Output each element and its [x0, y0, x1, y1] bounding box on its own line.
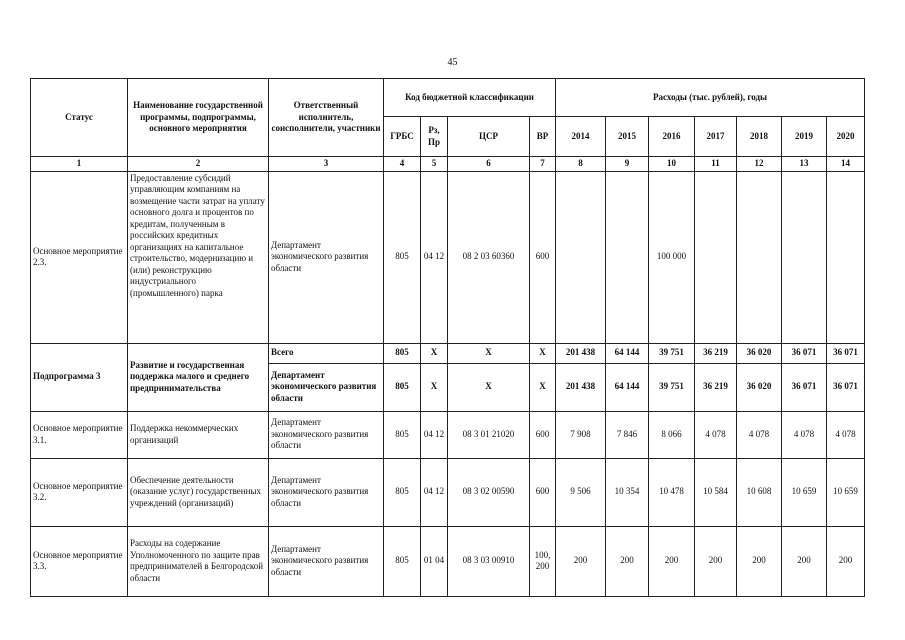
header-year: 2016 — [649, 117, 695, 157]
row-csr: Х — [448, 363, 530, 411]
row-grbs: 805 — [384, 171, 421, 343]
row-value — [606, 171, 649, 343]
column-number: 12 — [737, 157, 782, 172]
row-value: 200 — [606, 526, 649, 596]
row-value: 4 078 — [737, 411, 782, 458]
row-responsible: Департамент экономического развития области — [269, 411, 384, 458]
row-grbs: 805 — [384, 411, 421, 458]
row-name: Развитие и государственная поддержка малого и среднего предпринимательства — [128, 343, 269, 411]
header-year: 2018 — [737, 117, 782, 157]
row-value: 4 078 — [827, 411, 865, 458]
header-rzpr: Рз, Пр — [421, 117, 448, 157]
column-number: 2 — [128, 157, 269, 172]
row-status: Основное мероприятие 3.3. — [31, 526, 128, 596]
row-value — [695, 171, 737, 343]
row-rzpr: Х — [421, 343, 448, 363]
column-number: 4 — [384, 157, 421, 172]
row-name: Обеспечение деятельности (оказание услуг) государственных учреждений (организаций) — [128, 458, 269, 526]
row-value — [556, 171, 606, 343]
row-status: Подпрограмма 3 — [31, 343, 128, 411]
table-row — [31, 526, 865, 596]
header-year: 2017 — [695, 117, 737, 157]
row-value: 7 846 — [606, 411, 649, 458]
row-rzpr: 04 12 — [421, 411, 448, 458]
row-value: 36 071 — [782, 343, 827, 363]
header-csr: ЦСР — [448, 117, 530, 157]
row-csr: 08 3 01 21020 — [448, 411, 530, 458]
row-value: 36 020 — [737, 363, 782, 411]
column-number: 9 — [606, 157, 649, 172]
header-year: 2020 — [827, 117, 865, 157]
row-value: 10 608 — [737, 458, 782, 526]
row-value: 200 — [782, 526, 827, 596]
row-vr: 600 — [530, 458, 556, 526]
row-grbs: 805 — [384, 526, 421, 596]
row-csr: 08 3 03 00910 — [448, 526, 530, 596]
page-number: 45 — [447, 57, 458, 68]
row-value: 200 — [827, 526, 865, 596]
row-value: 7 908 — [556, 411, 606, 458]
header-budget-code: Код бюджетной классификации — [384, 79, 556, 117]
row-value: 36 071 — [782, 363, 827, 411]
row-status: Основное мероприятие 2.3. — [31, 171, 128, 343]
row-value: 10 659 — [827, 458, 865, 526]
row-vr: Х — [530, 343, 556, 363]
row-value: 9 506 — [556, 458, 606, 526]
row-name: Поддержка некоммерческих организаций — [128, 411, 269, 458]
table-row — [31, 411, 865, 458]
header-row-1 — [31, 79, 865, 117]
row-value: 10 354 — [606, 458, 649, 526]
row-value: 8 066 — [649, 411, 695, 458]
column-number: 13 — [782, 157, 827, 172]
row-responsible: Департамент экономического развития области — [269, 363, 384, 411]
row-csr: Х — [448, 343, 530, 363]
row-value — [737, 171, 782, 343]
row-rzpr: 04 12 — [421, 171, 448, 343]
header-year: 2015 — [606, 117, 649, 157]
table-row — [31, 171, 865, 343]
row-value: 36 020 — [737, 343, 782, 363]
row-value: 4 078 — [695, 411, 737, 458]
row-vr: 600 — [530, 411, 556, 458]
table-row — [31, 343, 865, 363]
column-number: 10 — [649, 157, 695, 172]
column-number: 7 — [530, 157, 556, 172]
row-value: 10 584 — [695, 458, 737, 526]
row-value: 36 071 — [827, 363, 865, 411]
row-grbs: 805 — [384, 363, 421, 411]
column-number: 6 — [448, 157, 530, 172]
row-value: 36 219 — [695, 363, 737, 411]
row-value: 200 — [737, 526, 782, 596]
row-status: Основное мероприятие 3.1. — [31, 411, 128, 458]
row-value: 201 438 — [556, 343, 606, 363]
row-rzpr: 01 04 — [421, 526, 448, 596]
header-name: Наименование государственной программы, подпрограммы, основного мероприятия — [128, 79, 269, 157]
row-value: 64 144 — [606, 363, 649, 411]
budget-table — [30, 78, 865, 597]
table-row — [31, 458, 865, 526]
column-number: 8 — [556, 157, 606, 172]
row-responsible: Департамент экономического развития области — [269, 526, 384, 596]
header-grbs: ГРБС — [384, 117, 421, 157]
column-number-row — [31, 157, 865, 172]
row-rzpr: Х — [421, 363, 448, 411]
column-number: 3 — [269, 157, 384, 172]
header-responsible: Ответственный исполнитель, соисполнители, участники — [269, 79, 384, 157]
row-vr: 100, 200 — [530, 526, 556, 596]
header-year: 2019 — [782, 117, 827, 157]
row-grbs: 805 — [384, 458, 421, 526]
row-value: 36 071 — [827, 343, 865, 363]
header-vr: ВР — [530, 117, 556, 157]
row-value — [827, 171, 865, 343]
row-value: 200 — [695, 526, 737, 596]
column-number: 5 — [421, 157, 448, 172]
row-responsible: Департамент экономического развития области — [269, 171, 384, 343]
row-vr: Х — [530, 363, 556, 411]
row-rzpr: 04 12 — [421, 458, 448, 526]
row-responsible: Департамент экономического развития области — [269, 458, 384, 526]
row-vr: 600 — [530, 171, 556, 343]
header-expenses: Расходы (тыс. рублей), годы — [556, 79, 865, 117]
row-value: 10 478 — [649, 458, 695, 526]
row-value: 200 — [649, 526, 695, 596]
row-value: 4 078 — [782, 411, 827, 458]
row-csr: 08 3 02 00590 — [448, 458, 530, 526]
row-value: 36 219 — [695, 343, 737, 363]
row-responsible: Всего — [269, 343, 384, 363]
column-number: 1 — [31, 157, 128, 172]
row-value: 39 751 — [649, 363, 695, 411]
row-value: 10 659 — [782, 458, 827, 526]
row-value: 64 144 — [606, 343, 649, 363]
row-value: 100 000 — [649, 171, 695, 343]
row-name: Расходы на содержание Уполномоченного по защите прав предпринимателей в Белгородской области — [128, 526, 269, 596]
row-csr: 08 2 03 60360 — [448, 171, 530, 343]
row-value: 201 438 — [556, 363, 606, 411]
header-status: Статус — [31, 79, 128, 157]
header-year: 2014 — [556, 117, 606, 157]
row-value — [782, 171, 827, 343]
row-status: Основное мероприятие 3.2. — [31, 458, 128, 526]
row-name: Предоставление субсидий управляющим компаниям на возмещение части затрат на уплату основного долга и процентов по кредитам, полученным в российских кредитных организациях на капитальное строительство, модернизацию и (или) реконструкцию индустриального (промышленного) парка — [128, 171, 269, 343]
row-value: 39 751 — [649, 343, 695, 363]
column-number: 11 — [695, 157, 737, 172]
row-grbs: 805 — [384, 343, 421, 363]
column-number: 14 — [827, 157, 865, 172]
row-value: 200 — [556, 526, 606, 596]
